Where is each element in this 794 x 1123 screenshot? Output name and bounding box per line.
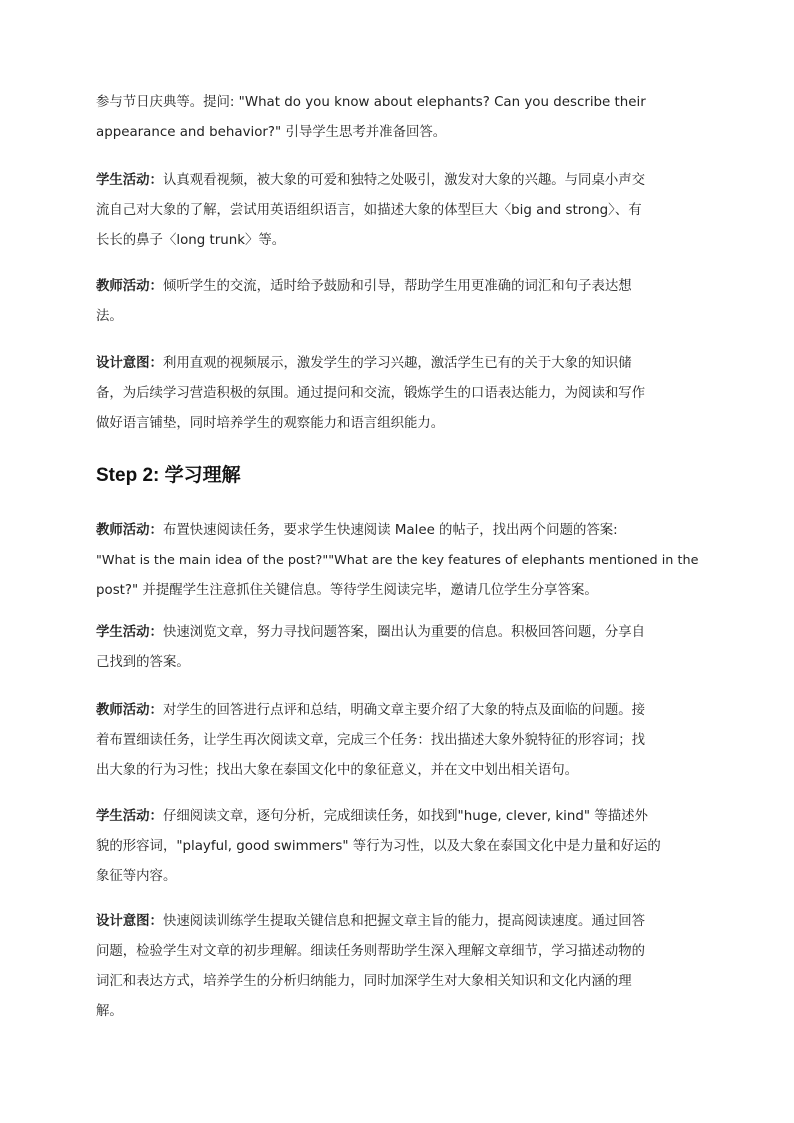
paragraph-line: 貌的形容词，"playful, good swimmers" 等行为习性，以及大象在泰国文化中是力量和好运的 — [96, 839, 661, 854]
paragraph-line — [96, 349, 702, 379]
paragraph-line — [96, 907, 702, 937]
paragraph-line — [96, 516, 702, 546]
teacher-activity-paragraph — [96, 696, 702, 786]
paragraph-line: 出大象的行为习性；找出大象在泰国文化中的象征意义，并在文中划出相关语句。 — [96, 763, 579, 778]
paragraph-label: 学生活动： — [96, 809, 163, 824]
paragraph-line: 法。 — [96, 309, 123, 324]
paragraph-line: 备，为后续学习营造积极的氛围。通过提问和交流，锻炼学生的口语表达能力，为阅读和写作 — [96, 386, 646, 401]
paragraph-label: 教师活动： — [96, 703, 163, 718]
paragraph-line: 长长的鼻子〈long trunk〉等。 — [96, 233, 286, 248]
paragraph-line: 象征等内容。 — [96, 869, 177, 884]
paragraph-label: 教师活动： — [96, 523, 163, 538]
paragraph-line: 做好语言铺垫，同时培养学生的观察能力和语言组织能力。 — [96, 416, 445, 431]
paragraph-line: 问题，检验学生对文章的初步理解。细读任务则帮助学生深入理解文章细节，学习描述动物的 — [96, 944, 646, 959]
paragraph-label: 设计意图： — [96, 914, 163, 929]
paragraph-line: post?" 并提醒学生注意抓住关键信息。等待学生阅读完毕，邀请几位学生分享答案。 — [96, 583, 598, 598]
paragraph-text: 利用直观的视频展示，激发学生的学习兴趣，激活学生已有的关于大象的知识储 — [162, 356, 632, 371]
paragraph-line: "What is the main idea of the post?""What are the key features of elephants mentioned in the — [96, 553, 699, 568]
paragraph-line: 着布置细读任务，让学生再次阅读文章，完成三个任务：找出描述大象外貌特征的形容词；找 — [96, 733, 646, 748]
paragraph-line — [96, 166, 702, 196]
paragraph-line: 流自己对大象的了解，尝试用英语组织语言，如描述大象的体型巨大〈big and strong〉、有 — [96, 203, 642, 218]
intro-paragraph — [96, 88, 702, 148]
paragraph-line — [96, 696, 702, 726]
paragraph-line: 词汇和表达方式，培养学生的分析归纳能力，同时加深学生对大象相关知识和文化内涵的理 — [96, 974, 632, 989]
design-intent-paragraph — [96, 907, 702, 1027]
paragraph-line — [96, 802, 702, 832]
student-activity-paragraph — [96, 802, 702, 892]
paragraph-text: 认真观看视频，被大象的可爱和独特之处吸引，激发对大象的兴趣。与同桌小声交 — [162, 173, 646, 188]
teacher-activity-paragraph — [96, 272, 702, 332]
paragraph-line — [96, 618, 702, 648]
paragraph-line: appearance and behavior?" 引导学生思考并准备回答。 — [96, 125, 447, 140]
paragraph-line — [96, 272, 702, 302]
paragraph-text: 对学生的回答进行点评和总结，明确文章主要介绍了大象的特点及面临的问题。接 — [162, 703, 646, 718]
design-intent-paragraph — [96, 349, 702, 439]
paragraph-line: 解。 — [96, 1004, 123, 1019]
section-heading: Step 2: 学习理解 — [96, 465, 241, 486]
paragraph-label: 设计意图： — [96, 356, 163, 371]
paragraph-line: 己找到的答案。 — [96, 655, 190, 670]
paragraph-label: 学生活动： — [96, 625, 163, 640]
student-activity-paragraph — [96, 618, 702, 678]
paragraph-text: 仔细阅读文章，逐句分析，完成细读任务，如找到"huge, clever, kind" 等描述外 — [162, 809, 648, 824]
paragraph-label: 学生活动： — [96, 173, 163, 188]
paragraph-text: 快速阅读训练学生提取关键信息和把握文章主旨的能力，提高阅读速度。通过回答 — [162, 914, 646, 929]
paragraph-label: 教师活动： — [96, 279, 163, 294]
student-activity-paragraph — [96, 166, 702, 256]
teacher-activity-paragraph — [96, 516, 702, 606]
paragraph-text: 倾听学生的交流，适时给予鼓励和引导，帮助学生用更准确的词汇和句子表达想 — [162, 279, 632, 294]
paragraph-line: 参与节日庆典等。提问: "What do you know about elephants? Can you describe their — [96, 95, 646, 110]
paragraph-text: 快速浏览文章，努力寻找问题答案，圈出认为重要的信息。积极回答问题，分享自 — [162, 625, 646, 640]
paragraph-text: 布置快速阅读任务，要求学生快速阅读 Malee 的帖子，找出两个问题的答案: — [162, 523, 618, 538]
